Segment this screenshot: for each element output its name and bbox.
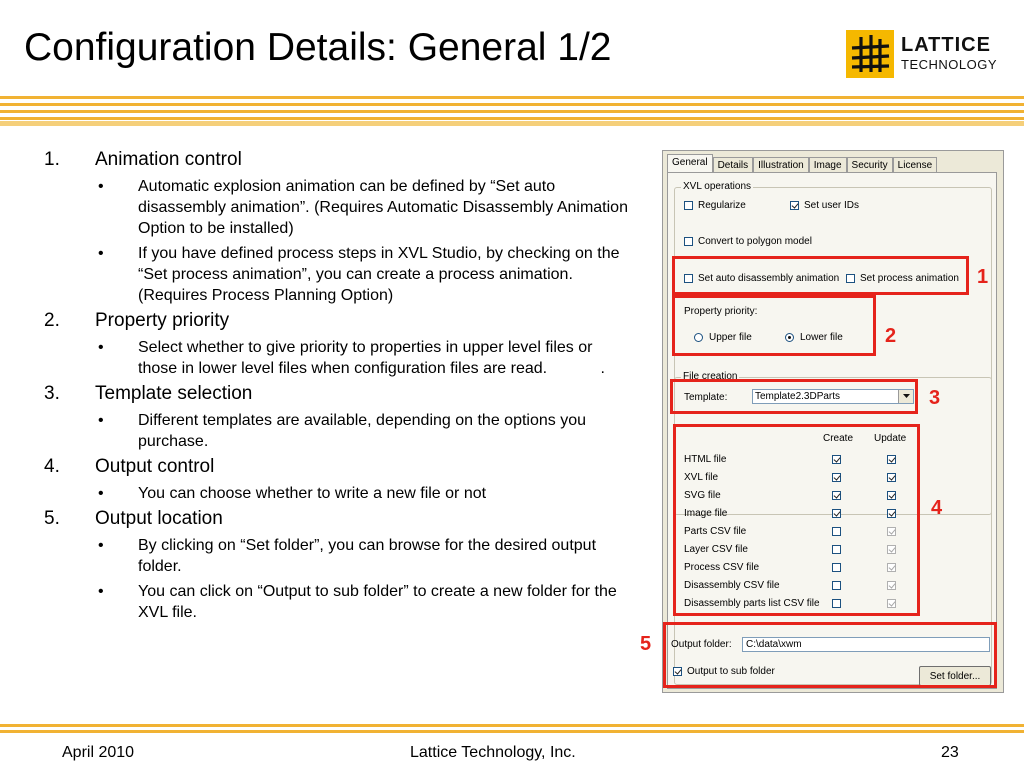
footer-company: Lattice Technology, Inc. [410, 744, 576, 761]
tab-security[interactable]: Security [847, 157, 893, 173]
callout-number-4: 4 [931, 497, 943, 519]
callout-number-2: 2 [885, 325, 897, 347]
item-heading: Template selection [95, 383, 253, 404]
option-label: Regularize [698, 200, 746, 211]
update-column-header: Update [874, 433, 907, 444]
create-column-header: Create [823, 433, 854, 444]
template-value: Template2.3DParts [755, 391, 841, 402]
item-heading: Animation control [95, 149, 242, 170]
option-label: Set auto disassembly animation [698, 273, 840, 284]
list-item [44, 148, 634, 172]
file-type-label: XVL file [684, 472, 719, 483]
slide-body [44, 145, 634, 625]
bullet-item [44, 410, 634, 452]
file-type-label: HTML file [684, 454, 727, 465]
item-heading: Output control [95, 456, 215, 477]
convert-polygon-checkbox[interactable] [684, 237, 693, 246]
footer-date: April 2010 [62, 744, 135, 761]
lattice-grid-icon [846, 30, 894, 78]
bullet-item [44, 535, 634, 577]
option-label: Upper file [709, 332, 752, 343]
convert-polygon-option[interactable] [684, 236, 812, 247]
bullet-item [44, 581, 634, 623]
set-user-ids-option[interactable] [790, 200, 859, 211]
bullet-text: Different templates are available, depending on the options you purchase. [138, 412, 587, 450]
bullet-text: If you have defined process steps in XVL Studio, by checking on the “Set process animation”, you can create a process animation. (Requires Process Planning Option) [138, 245, 620, 304]
callout-number-1: 1 [977, 266, 989, 288]
tab-general[interactable]: General [667, 154, 713, 173]
list-item [44, 382, 634, 406]
tab-bar [667, 154, 937, 173]
regularize-option[interactable] [684, 200, 746, 211]
output-folder-label: Output folder: [671, 639, 732, 650]
logo-name: LATTICE [901, 34, 991, 56]
callout-box-1 [672, 256, 969, 295]
list-item [44, 455, 634, 479]
item-number: 5. [44, 508, 60, 529]
option-label: Set user IDs [804, 200, 860, 211]
item-number: 3. [44, 383, 60, 404]
bullet-text: You can click on “Output to sub folder” to create a new folder for the XVL file. [138, 583, 617, 621]
list-item [44, 309, 634, 333]
option-label: Convert to polygon model [698, 236, 812, 247]
set-user-ids-checkbox[interactable] [790, 201, 799, 210]
property-priority-label: Property priority: [684, 306, 758, 317]
tab-details[interactable]: Details [713, 157, 754, 173]
item-number: 1. [44, 149, 60, 170]
footer-divider [0, 724, 1024, 734]
item-heading: Output location [95, 508, 223, 529]
file-type-label: Disassembly CSV file [684, 580, 780, 591]
tab-license[interactable]: License [893, 157, 937, 173]
bullet-item [44, 337, 634, 379]
set-folder-button[interactable]: Set folder... [919, 666, 991, 686]
bullet-item [44, 176, 634, 239]
callout-box-2 [672, 295, 876, 356]
bullet-item [44, 243, 634, 306]
bullet-item [44, 483, 634, 504]
bullet-text: You can choose whether to write a new file or not [138, 485, 487, 502]
callout-number-5: 5 [640, 633, 652, 655]
file-type-label: Layer CSV file [684, 544, 748, 555]
callout-box-3 [670, 379, 918, 414]
bullet-glyph: • [98, 339, 104, 356]
regularize-checkbox[interactable] [684, 201, 693, 210]
item-heading: Property priority [95, 310, 230, 331]
callout-box-5 [663, 622, 997, 688]
template-label: Template: [684, 392, 728, 403]
group-title: XVL operations [683, 181, 752, 192]
header-divider [0, 96, 1024, 122]
bullet-glyph: • [98, 178, 104, 195]
tab-image[interactable]: Image [809, 157, 847, 173]
slide-title: Configuration Details: General 1/2 [24, 26, 612, 69]
file-type-label: Image file [684, 508, 728, 519]
file-type-label: Process CSV file [684, 562, 760, 573]
bullet-glyph: • [98, 485, 104, 502]
file-type-label: SVG file [684, 490, 721, 501]
tab-illustration[interactable]: Illustration [753, 157, 809, 173]
footer-page-number: 23 [941, 744, 959, 761]
option-label: Set process animation [860, 273, 959, 284]
file-type-label: Disassembly parts list CSV file [684, 598, 820, 609]
callout-number-3: 3 [929, 387, 941, 409]
logo-sub: TECHNOLOGY [901, 57, 998, 72]
option-label: Output to sub folder [687, 666, 775, 677]
item-number: 2. [44, 310, 60, 331]
bullet-glyph: • [98, 245, 104, 262]
bullet-text: Select whether to give priority to properties in upper level files or those in lower level files when configuration files are read. . [138, 339, 605, 377]
company-logo [846, 30, 996, 78]
bullet-text: By clicking on “Set folder”, you can browse for the desired output folder. [138, 537, 597, 575]
bullet-text: Automatic explosion animation can be defined by “Set auto disassembly animation”. (Requires Automatic Disassembly Animation Option to be installed) [138, 178, 628, 237]
output-folder-input[interactable]: C:\data\xwm [742, 637, 990, 652]
bullet-glyph: • [98, 412, 104, 429]
bullet-glyph: • [98, 583, 104, 600]
callout-box-4 [673, 424, 920, 616]
bullet-glyph: • [98, 537, 104, 554]
group-title: File creation [683, 371, 738, 382]
item-number: 4. [44, 456, 60, 477]
option-label: Lower file [800, 332, 843, 343]
file-type-label: Parts CSV file [684, 526, 747, 537]
list-item [44, 507, 634, 531]
